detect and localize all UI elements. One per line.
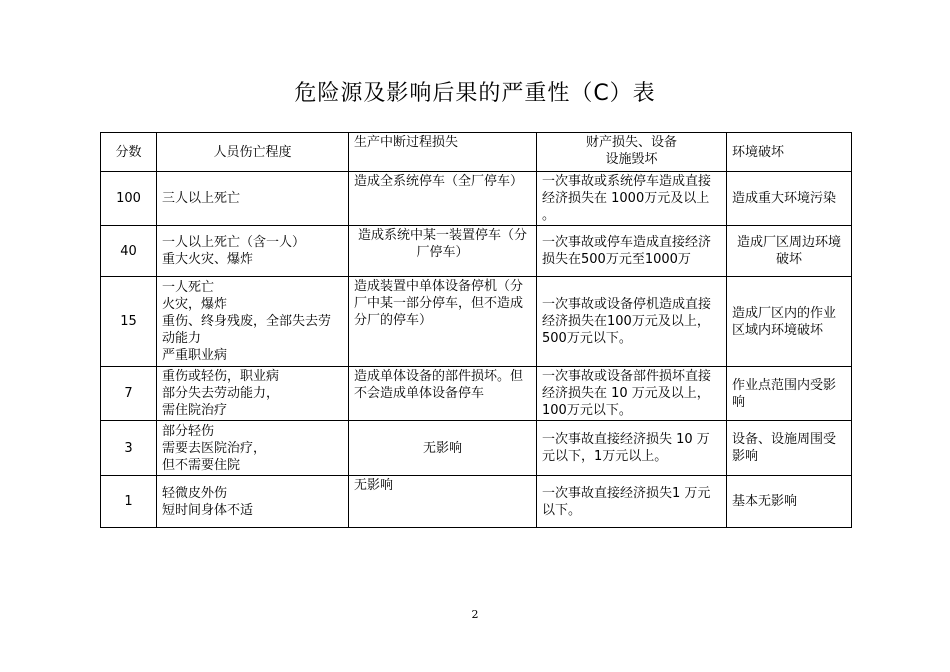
property-cell: 一次事故直接经济损失 10 万元以下，1万元以上。 xyxy=(537,421,727,476)
personnel-line: 火灾，爆炸 xyxy=(162,297,228,312)
score-cell: 15 xyxy=(101,277,157,367)
production-cell: 造成单体设备的部件损坏。但不会造成单体设备停车 xyxy=(349,367,537,421)
environment-cell: 造成重大环境污染 xyxy=(727,172,852,226)
property-cell: 一次事故或设备停机造成直接经济损失在100万元及以上，500万元以下。 xyxy=(537,277,727,367)
environment-cell: 基本无影响 xyxy=(727,476,852,528)
personnel-line: 需住院治疗 xyxy=(162,403,228,418)
table-header-row xyxy=(101,133,852,172)
personnel-line: 重伤或轻伤，职业病 xyxy=(162,369,280,384)
personnel-line: 短时间身体不适 xyxy=(162,502,254,518)
header-property-line1: 财产损失、设备 xyxy=(585,135,677,150)
property-cell: 一次事故或系统停车造成直接经济损失在 1000万元及以上 。 xyxy=(537,172,727,226)
personnel-cell xyxy=(157,226,349,277)
production-cell: 无影响 xyxy=(349,476,537,528)
score-cell: 7 xyxy=(101,367,157,421)
table-row xyxy=(101,476,852,528)
severity-table xyxy=(100,132,852,528)
personnel-line: 一人以上死亡（含一人） xyxy=(162,235,306,250)
personnel-cell xyxy=(157,277,349,367)
production-cell: 造成全系统停车（全厂停车） xyxy=(349,172,537,226)
personnel-line: 重大火灾、爆炸 xyxy=(162,252,254,267)
environment-cell: 造成厂区周边环境破坏 xyxy=(727,226,852,277)
property-cell: 一次事故或停车造成直接经济损失在500万元至1000万 xyxy=(537,226,727,277)
header-environment: 环境破坏 xyxy=(727,133,852,172)
personnel-line: 需要去医院治疗， xyxy=(162,440,267,456)
personnel-cell xyxy=(157,476,349,528)
property-cell: 一次事故直接经济损失1 万元以下。 xyxy=(537,476,727,528)
header-production: 生产中断过程损失 xyxy=(349,133,537,172)
score-cell: 100 xyxy=(101,172,157,226)
personnel-line: 重伤、终身残废，全部失去劳动能力 xyxy=(162,314,332,346)
header-personnel: 人员伤亡程度 xyxy=(157,133,349,172)
personnel-line: 严重职业病 xyxy=(162,348,228,363)
table-row xyxy=(101,367,852,421)
production-cell: 造成装置中单体设备停机（分厂中某一部分停车，但不造成分厂的停车） xyxy=(349,277,537,367)
personnel-line: 三人以上死亡 xyxy=(162,191,241,206)
personnel-line: 部分轻伤 xyxy=(162,423,215,439)
page-title: 危险源及影响后果的严重性（C）表 xyxy=(294,81,656,106)
personnel-line: 部分失去劳动能力， xyxy=(162,386,280,401)
personnel-line: 一人死亡 xyxy=(162,280,215,295)
table-row xyxy=(101,421,852,476)
header-property-line2: 设施毁坏 xyxy=(605,152,658,167)
environment-cell: 作业点范围内受影响 xyxy=(727,367,852,421)
personnel-line: 轻微皮外伤 xyxy=(162,485,228,501)
production-cell: 造成系统中某一装置停车（分厂停车） xyxy=(349,226,537,277)
score-cell: 40 xyxy=(101,226,157,277)
header-score: 分数 xyxy=(101,133,157,172)
table-row xyxy=(101,226,852,277)
personnel-line: 但不需要住院 xyxy=(162,457,241,473)
production-cell: 无影响 xyxy=(349,421,537,476)
environment-cell: 造成厂区内的作业区域内环境破坏 xyxy=(727,277,852,367)
page-number: 2 xyxy=(471,608,479,621)
score-cell: 1 xyxy=(101,476,157,528)
header-property xyxy=(537,133,727,172)
table-row xyxy=(101,277,852,367)
table-row xyxy=(101,172,852,226)
property-cell: 一次事故或设备部件损坏直接经济损失在 10 万元及以上，100万元以下。 xyxy=(537,367,727,421)
environment-cell: 设备、设施周围受影响 xyxy=(727,421,852,476)
personnel-cell xyxy=(157,367,349,421)
personnel-cell xyxy=(157,172,349,226)
personnel-cell xyxy=(157,421,349,476)
score-cell: 3 xyxy=(101,421,157,476)
